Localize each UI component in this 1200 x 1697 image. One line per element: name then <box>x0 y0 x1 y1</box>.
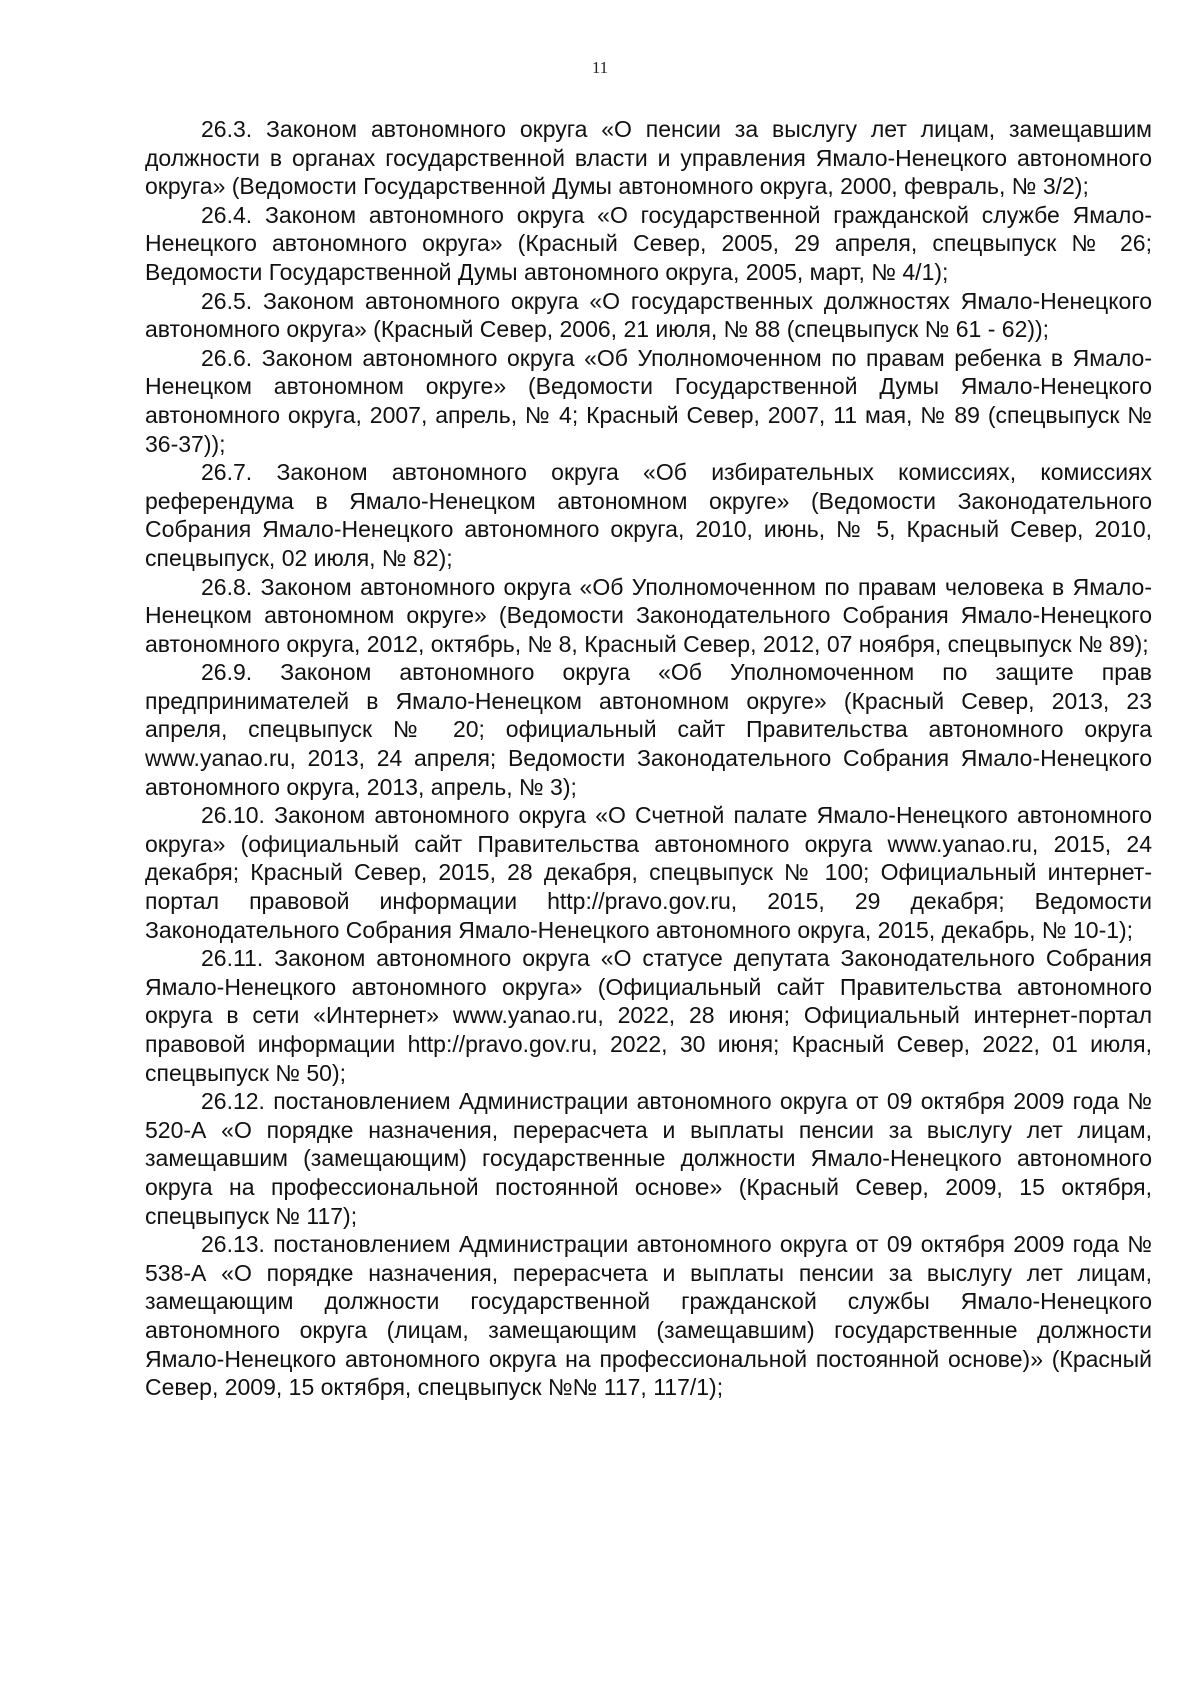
paragraph-26-4: 26.4. Законом автономного округа «О государственной гражданской службе Ямало-Ненецкого автономного округа» (Красный Север, 2005, 29 апреля, спецвыпуск № 26; Ведомости Государственной Думы автономного округа, 2005, март, № 4/1); <box>145 201 1152 285</box>
paragraph-26-10: 26.10. Законом автономного округа «О Счетной палате Ямало-Ненецкого автономного округа» (официальный сайт Правительства автономного округа www.yanao.ru, 2015, 24 декабря; Красный Север, 2015, 28 декабря, спецвыпуск № 100; Официальный интернет-портал правовой информации http://pravo.gov.ru, 2015, 29 декабря; Ведомости Законодательного Собрания Ямало-Ненецкого автономного округа, 2015, декабрь, № 10-1); <box>145 802 1152 943</box>
paragraph-26-9: 26.9. Законом автономного округа «Об Уполномоченном по защите прав предпринимателей в Ямало-Ненецком автономном округе» (Красный Север, 2013, 23 апреля, спецвыпуск № 20; официальный сайт Правительства автономного округа www.yanao.ru, 2013, 24 апреля; Ведомости Законодательного Собрания Ямало-Ненецкого автономного округа, 2013, апрель, № 3); <box>145 659 1152 800</box>
paragraph-26-8: 26.8. Законом автономного округа «Об Уполномоченном по правам человека в Ямало-Ненецком автономном округе» (Ведомости Законодательного Собрания Ямало-Ненецкого автономного округа, 2012, октябрь, № 8, Красный Север, 2012, 07 ноября, спецвыпуск № 89); <box>145 573 1152 657</box>
paragraph-26-3: 26.3. Законом автономного округа «О пенсии за выслугу лет лицам, замещавшим должности в органах государственной власти и управления Ямало-Ненецкого автономного округа» (Ведомости Государственной Думы автономного округа, 2000, февраль, № 3/2); <box>145 116 1152 200</box>
paragraph-26-11: 26.11. Законом автономного округа «О статусе депутата Законодательного Собрания Ямало-Ненецкого автономного округа» (Официальный сайт Правительства автономного округа в сети «Интернет» www.yanao.ru, 2022, 28 июня; Официальный интернет-портал правовой информации http://pravo.gov.ru, 2022, 30 июня; Красный Север, 2022, 01 июля, спецвыпуск № 50); <box>145 945 1152 1086</box>
paragraph-26-13: 26.13. постановлением Администрации автономного округа от 09 октября 2009 года № 538-А «О порядке назначения, перерасчета и выплаты пенсии за выслугу лет лицам, замещающим должности государственной гражданской службы Ямало-Ненецкого автономного округа (лицам, замещающим (замещавшим) государственные должности Ямало-Ненецкого автономного округа на профессиональной постоянной основе)» (Красный Север, 2009, 15 октября, спецвыпуск №№ 117, 117/1); <box>145 1231 1152 1401</box>
paragraph-26-6: 26.6. Законом автономного округа «Об Уполномоченном по правам ребенка в Ямало-Ненецком автономном округе» (Ведомости Государственной Думы Ямало-Ненецкого автономного округа, 2007, апрель, № 4; Красный Север, 2007, 11 мая, № 89 (спецвыпуск № 36-37)); <box>145 344 1152 457</box>
page-number: 11 <box>591 58 609 77</box>
paragraph-26-7: 26.7. Законом автономного округа «Об избирательных комиссиях, комиссиях референдума в Ямало-Ненецком автономном округе» (Ведомости Законодательного Собрания Ямало-Ненецкого автономного округа, 2010, июнь, № 5, Красный Север, 2010, спецвыпуск, 02 июля, № 82); <box>145 459 1152 571</box>
paragraph-26-5: 26.5. Законом автономного округа «О государственных должностях Ямало-Ненецкого автономного округа» (Красный Север, 2006, 21 июля, № 88 (спецвыпуск № 61 - 62)); <box>145 287 1152 343</box>
paragraph-26-12: 26.12. постановлением Администрации автономного округа от 09 октября 2009 года № 520-А «О порядке назначения, перерасчета и выплаты пенсии за выслугу лет лицам, замещавшим (замещающим) государственные должности Ямало-Ненецкого автономного округа на профессиональной постоянной основе» (Красный Север, 2009, 15 октября, спецвыпуск № 117); <box>145 1088 1152 1229</box>
document-body <box>145 115 1152 1402</box>
